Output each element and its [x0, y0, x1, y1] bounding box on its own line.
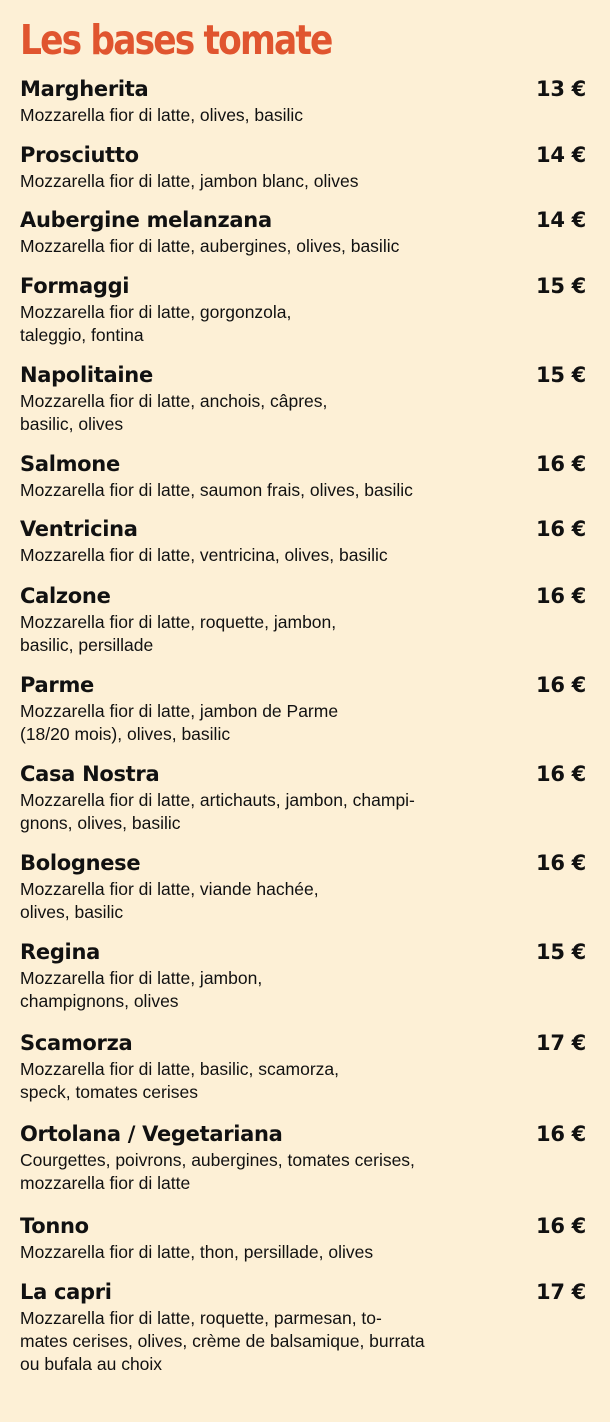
item-description-line: Courgettes, poivrons, aubergines, tomates cerises, — [20, 1150, 415, 1170]
item-description-line: taleggio, fontina — [20, 325, 144, 345]
item-description-line: Mozzarella fior di latte, roquette, parmesan, to- — [20, 1308, 382, 1328]
item-description-line: Mozzarella fior di latte, anchois, câpres, — [20, 391, 328, 411]
item-description — [20, 390, 327, 436]
item-name: Scamorza — [20, 1031, 133, 1055]
section-title: Les bases tomate — [20, 16, 332, 64]
item-name: Ventricina — [20, 517, 138, 541]
item-description-line: mates cerises, olives, crème de balsamique, burrata — [20, 1331, 425, 1351]
item-description — [20, 967, 262, 1013]
item-name: Calzone — [20, 584, 111, 608]
item-description — [20, 479, 413, 502]
item-name: Aubergine melanzana — [20, 208, 272, 232]
item-description-line: champignons, olives — [20, 991, 179, 1011]
item-description-line: Mozzarella fior di latte, thon, persillade, olives — [20, 1242, 374, 1262]
item-price: 16 € — [536, 452, 586, 476]
item-description-line: Mozzarella fior di latte, basilic, scamorza, — [20, 1059, 339, 1079]
item-description-line: Mozzarella fior di latte, viande hachée, — [20, 879, 319, 899]
item-name: Formaggi — [20, 274, 130, 298]
item-description — [20, 878, 319, 924]
item-price: 15 € — [536, 940, 586, 964]
item-description-line: Mozzarella fior di latte, roquette, jambon, — [20, 612, 337, 632]
item-name: Casa Nostra — [20, 762, 160, 786]
item-description — [20, 789, 415, 835]
item-description-line: Mozzarella fior di latte, jambon de Parme — [20, 701, 339, 721]
item-price: 14 € — [536, 208, 586, 232]
item-description-line: Mozzarella fior di latte, jambon, — [20, 968, 263, 988]
item-description — [20, 235, 399, 258]
item-price: 17 € — [536, 1031, 586, 1055]
item-description — [20, 1149, 415, 1195]
item-name: La capri — [20, 1280, 112, 1304]
item-description-line: (18/20 mois), olives, basilic — [20, 724, 231, 744]
item-description-line: basilic, olives — [20, 414, 124, 434]
item-name: Regina — [20, 940, 100, 964]
item-name: Napolitaine — [20, 363, 153, 387]
item-description-line: Mozzarella fior di latte, olives, basilic — [20, 105, 304, 125]
item-description — [20, 1241, 373, 1264]
item-description-line: gnons, olives, basilic — [20, 813, 181, 833]
item-name: Parme — [20, 673, 94, 697]
item-price: 16 € — [536, 584, 586, 608]
item-description — [20, 170, 359, 193]
item-price: 16 € — [536, 1214, 586, 1238]
item-description — [20, 301, 291, 347]
item-description-line: Mozzarella fior di latte, gorgonzola, — [20, 302, 292, 322]
item-name: Salmone — [20, 452, 120, 476]
item-price: 16 € — [536, 762, 586, 786]
item-description — [20, 700, 338, 746]
item-description — [20, 1058, 339, 1104]
item-description-line: basilic, persillade — [20, 635, 154, 655]
item-description-line: olives, basilic — [20, 902, 124, 922]
item-description-line: Mozzarella fior di latte, artichauts, jambon, champi- — [20, 790, 415, 810]
item-price: 17 € — [536, 1280, 586, 1304]
item-name: Tonno — [20, 1214, 89, 1238]
item-description — [20, 1307, 425, 1376]
item-price: 16 € — [536, 673, 586, 697]
item-description — [20, 104, 303, 127]
item-price: 15 € — [536, 274, 586, 298]
item-description — [20, 611, 336, 657]
item-description-line: ou bufala au choix — [20, 1354, 163, 1374]
item-description-line: Mozzarella fior di latte, aubergines, olives, basilic — [20, 236, 400, 256]
item-price: 14 € — [536, 143, 586, 167]
item-description-line: mozzarella fior di latte — [20, 1173, 191, 1193]
item-price: 16 € — [536, 1122, 586, 1146]
item-name: Ortolana / Vegetariana — [20, 1122, 283, 1146]
item-description-line: Mozzarella fior di latte, saumon frais, olives, basilic — [20, 480, 413, 500]
item-name: Prosciutto — [20, 143, 139, 167]
item-description — [20, 544, 388, 567]
item-description-line: speck, tomates cerises — [20, 1082, 198, 1102]
item-name: Margherita — [20, 77, 149, 101]
item-name: Bolognese — [20, 851, 141, 875]
item-price: 16 € — [536, 517, 586, 541]
item-price: 13 € — [536, 77, 586, 101]
item-price: 16 € — [536, 851, 586, 875]
item-description-line: Mozzarella fior di latte, ventricina, olives, basilic — [20, 545, 388, 565]
item-description-line: Mozzarella fior di latte, jambon blanc, olives — [20, 171, 359, 191]
item-price: 15 € — [536, 363, 586, 387]
